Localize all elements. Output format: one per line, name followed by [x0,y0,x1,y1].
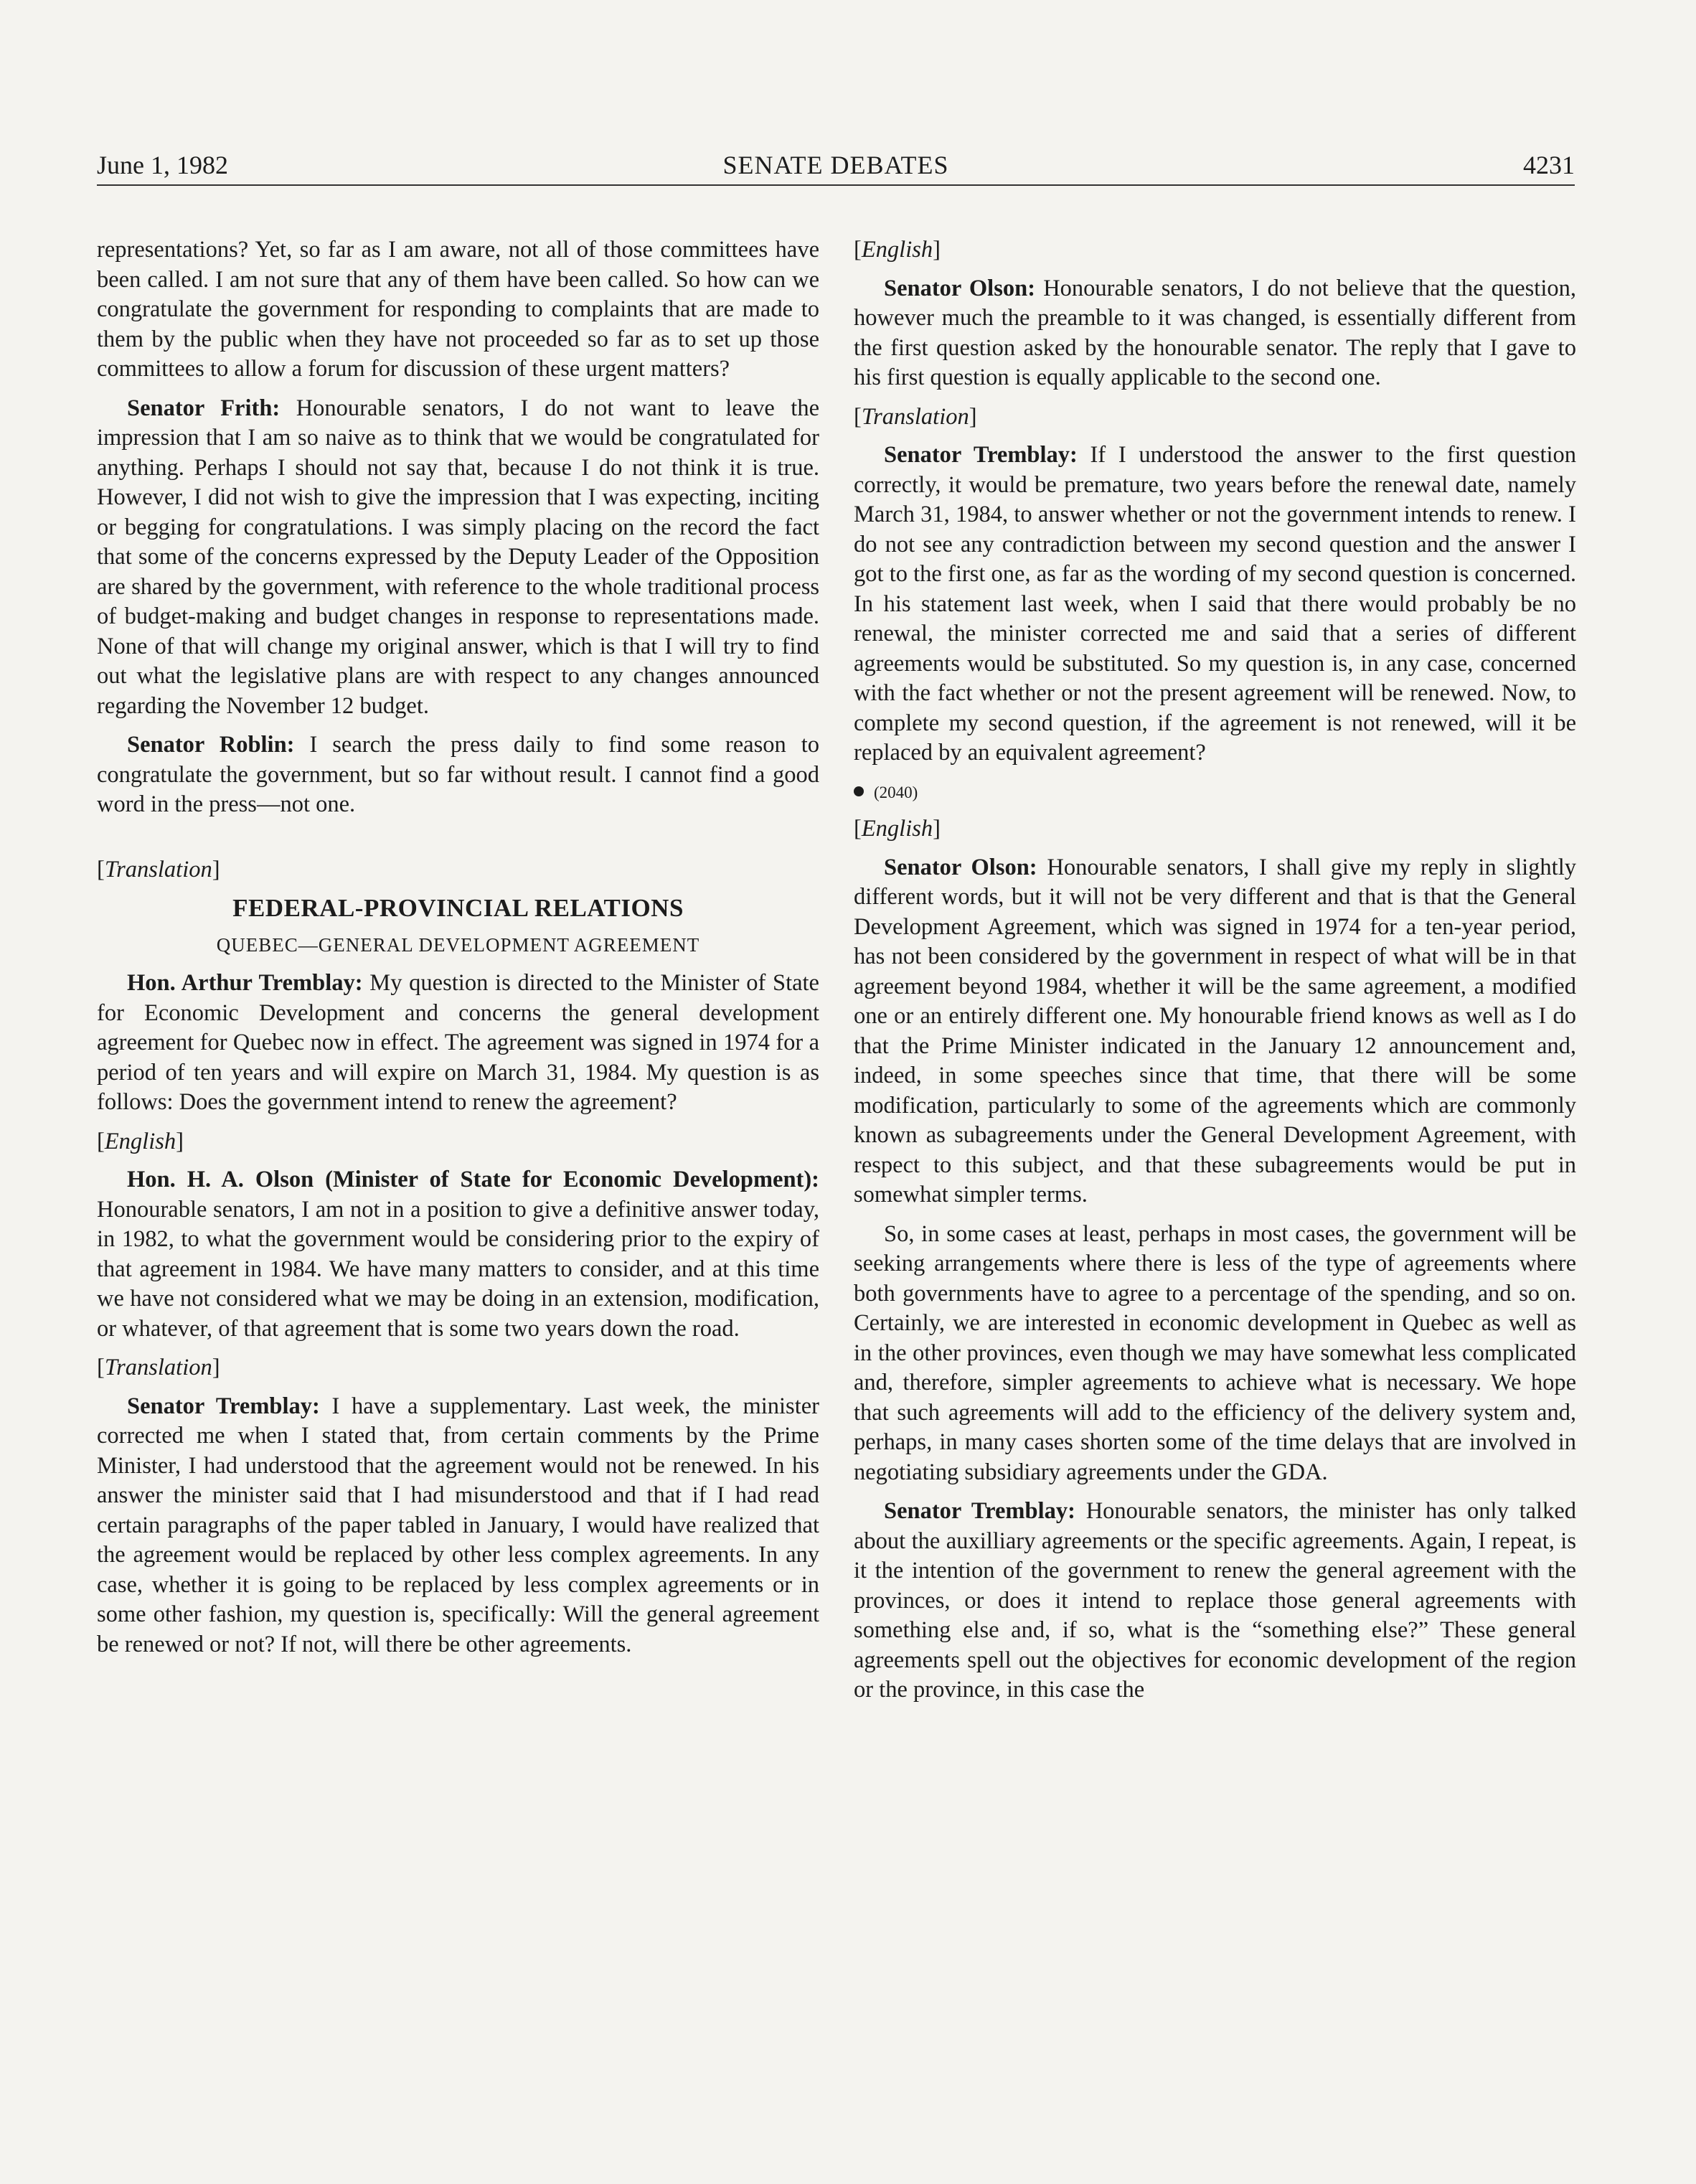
speech-text: If I understood the answer to the first question correctly, it would be premature, two years before the renewal date, namely March 31, 1984, to answer whether or not the government intends to renew. I do not see any contradiction between my second question and the answer I got to the first one, as far as the wording of my second question is concerned. In his statement last week, when I said that there would probably be no renewal, the minister corrected me and said that a series of different agreements would be substituted. So my question is, in any case, concerned with the fact whether or not the present agreement will be renewed. Now, to complete my second question, if the agreement is not renewed, will it be replaced by an equivalent agreement? [854,442,1576,766]
speaker-name: Hon. H. A. Olson (Minister of State for Economic Development): [127,1167,819,1192]
right-column [854,235,1576,1715]
speaker-name: Senator Tremblay: [127,1393,320,1419]
language-marker: [Translation] [97,856,220,882]
language-marker: [English] [854,816,941,842]
timestamp: (2040) [854,778,1576,808]
speech-text: Honourable senators, I do not believe that the question, however much the preamble to it was changed, is essentially different from the first question asked by the honourable senator. The reply that I gave to his first question is equally applicable to the second one. [854,275,1576,390]
speaker-name: Hon. Arthur Tremblay: [127,970,363,996]
paragraph [97,969,819,1118]
speech-text: Honourable senators, I do not want to leave the impression that I am so naive as to think that we would be congratulated for anything. Perhaps I should not say that, because I do not think it is true. However, I did not wish to give the impression that I was expecting, inciting or begging for congratulations. I was simply placing on the record the fact that some of the concerns expressed by the Deputy Leader of the Opposition are shared by the government, with reference to the whole traditional process of budget-making and budget changes in response to representations made. None of that will change my original answer, which is that I will try to find out what the legislative plans are with respect to any changes announced regarding the November 12 budget. [97,395,819,719]
speaker-name: Senator Roblin: [127,732,295,758]
paragraph [97,1392,819,1660]
speech-text: Honourable senators, I shall give my reply in slightly different words, but it will not be very different and that is that the General Development Agreement, which was signed in 1974 for a ten-year period, has not been considered by the government in respect of what will be in that agreement beyond 1984, whether it will be the same agreement, a modified one or an entirely different one. My honourable friend knows as well as I do that the Prime Minister indicated in the January 12 announcement and, indeed, in some speeches since that time, that there will be some modification, particularly to some of the agreements which are commonly known as subagreements under the General Development Agreement, with respect to this subject, and that these subagreements would be put in somewhat simpler terms. [854,854,1576,1208]
language-marker: [English] [97,1128,184,1154]
paragraph [854,1497,1576,1705]
subsection-title: QUEBEC—GENERAL DEVELOPMENT AGREEMENT [216,933,700,956]
page-header [97,147,1575,186]
paragraph: So, in some cases at least, perhaps in most cases, the government will be seeking arrangements where there is less of the type of agreements where both governments have to agree to a percentage of the spending, and so on. Certainly, we are interested in economic development in Quebec as well as in the other provinces, even though we may have somewhat less complicated and, therefore, simpler agreements to achieve what is necessary. We hope that such agreements will add to the efficiency of the delivery system and, perhaps, in many cases shorten some of the time delays that are involved in negotiating subsidiary agreements under the GDA. [854,1220,1576,1485]
paragraph: representations? Yet, so far as I am aware, not all of those committees have been called. I am not sure that any of them have been called. So how can we congratulate the government for responding to complaints that are made to them by the public when they have not proceeded so far as to set up those committees to allow a forum for discussion of these urgent matters? [97,237,819,382]
left-column [97,235,819,1669]
speaker-name: Senator Olson: [884,854,1037,880]
header-date: June 1, 1982 [97,151,228,179]
speaker-name: Senator Tremblay: [884,442,1078,468]
paragraph [97,730,819,820]
speech-text: Honourable senators, the minister has only talked about the auxilliary agreements or the specific agreements. Again, I repeat, is it the intention of the government to renew the general agreement with the provinces, or does it intend to replace those general agreements with something else and, if so, what is the “something else?” These general agreements spell out the objectives for economic development of the region or the province, in this case the [854,1498,1576,1703]
header-page-number: 4231 [1523,151,1575,179]
spacer [97,829,819,855]
speaker-name: Senator Olson: [884,275,1036,301]
speech-text: I search the press daily to find some reason to congratulate the government, but so far without result. I cannot find a good word in the press—not one. [97,732,819,817]
paragraph [854,441,1576,768]
section-title: FEDERAL-PROVINCIAL RELATIONS [232,894,684,922]
header-title: SENATE DEBATES [722,151,949,179]
paragraph [97,394,819,722]
speaker-name: Senator Frith: [127,395,281,421]
language-marker: [Translation] [97,1355,220,1380]
paragraph [97,1165,819,1344]
paragraph [854,274,1576,393]
speech-text: I have a supplementary. Last week, the minister corrected me when I stated that, from certain comments by the Prime Minister, I had understood that the agreement would not be renewed. In his answer the minister said that I had misunderstood and that if I had read certain paragraphs of the paper tabled in January, I would have realized that the agreement would be replaced by other less complex agreements. In any case, whether it is going to be replaced by less complex agreements or in some other fashion, my question is, specifically: Will the general agreement be renewed or not? If not, will there be other agreements. [97,1393,819,1657]
speech-text: Honourable senators, I am not in a position to give a definitive answer today, in 1982, to what the government would be considering prior to the expiry of that agreement in 1984. We have many matters to consider, and at this time we have not considered what we may be doing in an extension, modification, or whatever, of that agreement that is some two years down the road. [97,1196,819,1342]
speaker-name: Senator Tremblay: [884,1498,1075,1524]
bullet-icon [854,786,864,796]
language-marker: [Translation] [854,403,977,430]
language-marker: [English] [854,237,941,263]
speech-text: My question is directed to the Minister of State for Economic Development and concerns the general development agreement for Quebec now in effect. The agreement was signed in 1974 for a period of ten years and will expire on March 31, 1984. My question is as follows: Does the government intend to renew the agreement? [97,970,819,1115]
paragraph [854,853,1576,1210]
